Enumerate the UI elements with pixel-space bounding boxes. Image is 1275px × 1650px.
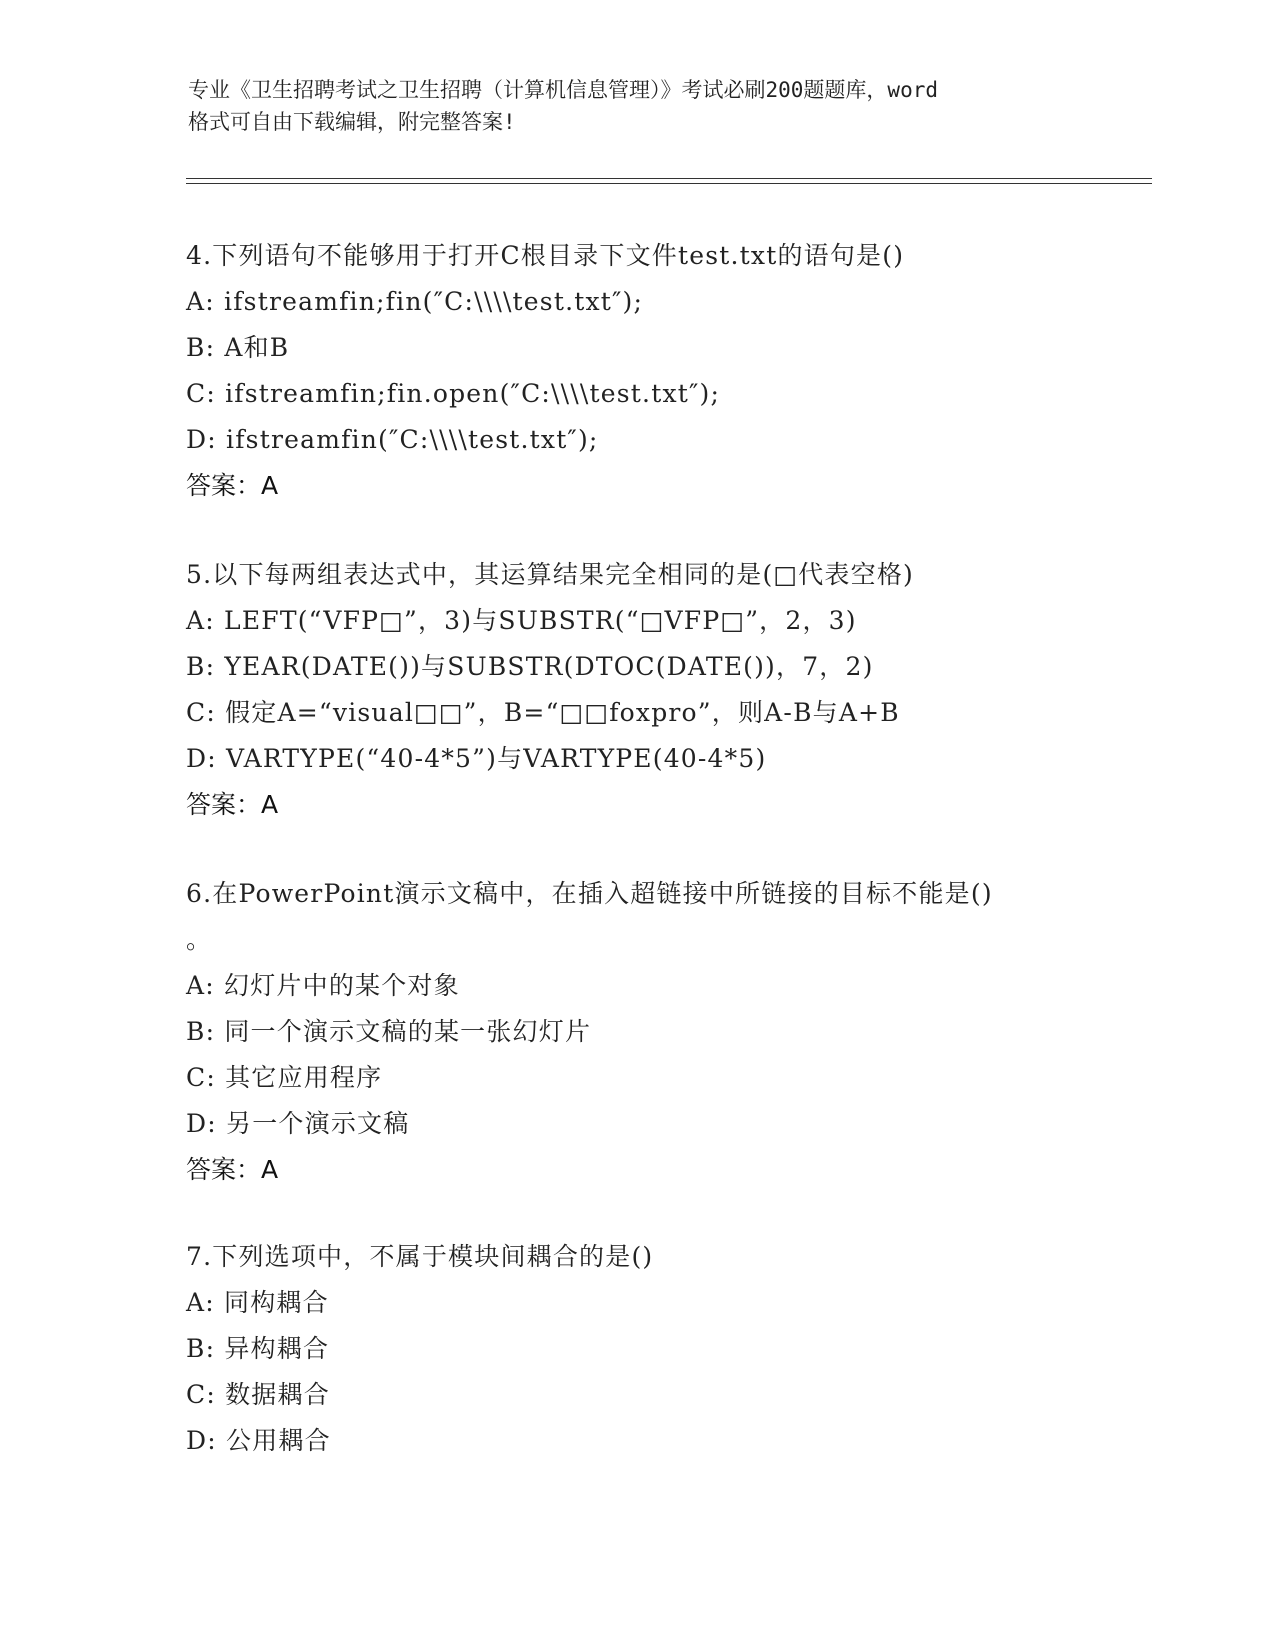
question-stem: 6.在PowerPoint演示文稿中，在插入超链接中所链接的目标不能是() bbox=[186, 879, 993, 908]
answer-label: 答案：A bbox=[186, 1155, 279, 1184]
header-line-2: 格式可自由下载编辑，附完整答案! bbox=[188, 110, 516, 134]
option-a: A: LEFT(“VFP□”，3)与SUBSTR(“□VFP□”，2，3) bbox=[186, 606, 857, 635]
option-c: C: 假定A=“visual□□”，B=“□□foxpro”，则A-B与A+B bbox=[186, 698, 900, 727]
question-4 bbox=[186, 233, 1146, 509]
option-c: C: 其它应用程序 bbox=[186, 1063, 383, 1092]
document-header bbox=[188, 74, 1088, 138]
question-stem: 5.以下每两组表达式中，其运算结果完全相同的是(□代表空格) bbox=[186, 560, 914, 589]
option-d: D: ifstreamfin(″C:\\\\test.txt″); bbox=[186, 425, 599, 454]
option-d: D: 公用耦合 bbox=[186, 1426, 331, 1455]
option-d: D: 另一个演示文稿 bbox=[186, 1109, 410, 1138]
answer-label: 答案：A bbox=[186, 471, 279, 500]
question-6 bbox=[186, 871, 1146, 1193]
option-c: C: ifstreamfin;fin.open(″C:\\\\test.txt″); bbox=[186, 379, 721, 408]
option-a: A: 幻灯片中的某个对象 bbox=[186, 971, 460, 1000]
question-7 bbox=[186, 1234, 1146, 1464]
answer-label: 答案：A bbox=[186, 790, 279, 819]
option-a: A: 同构耦合 bbox=[186, 1288, 329, 1317]
option-d: D: VARTYPE(“40-4*5”)与VARTYPE(40-4*5) bbox=[186, 744, 767, 773]
question-5 bbox=[186, 552, 1146, 828]
question-stem-continuation: 。 bbox=[186, 925, 213, 954]
header-line-1: 专业《卫生招聘考试之卫生招聘（计算机信息管理）》考试必刷200题题库，word bbox=[188, 78, 938, 102]
question-stem: 7.下列选项中，不属于模块间耦合的是() bbox=[186, 1242, 654, 1271]
option-b: B: 异构耦合 bbox=[186, 1334, 330, 1363]
header-divider-top bbox=[186, 178, 1152, 179]
option-b: B: YEAR(DATE())与SUBSTR(DTOC(DATE())，7，2) bbox=[186, 652, 874, 681]
option-b: B: A和B bbox=[186, 333, 290, 362]
option-b: B: 同一个演示文稿的某一张幻灯片 bbox=[186, 1017, 592, 1046]
header-divider-bottom bbox=[186, 183, 1152, 184]
option-c: C: 数据耦合 bbox=[186, 1380, 330, 1409]
question-stem: 4.下列语句不能够用于打开C根目录下文件test.txt的语句是() bbox=[186, 241, 905, 270]
option-a: A: ifstreamfin;fin(″C:\\\\test.txt″); bbox=[186, 287, 644, 316]
